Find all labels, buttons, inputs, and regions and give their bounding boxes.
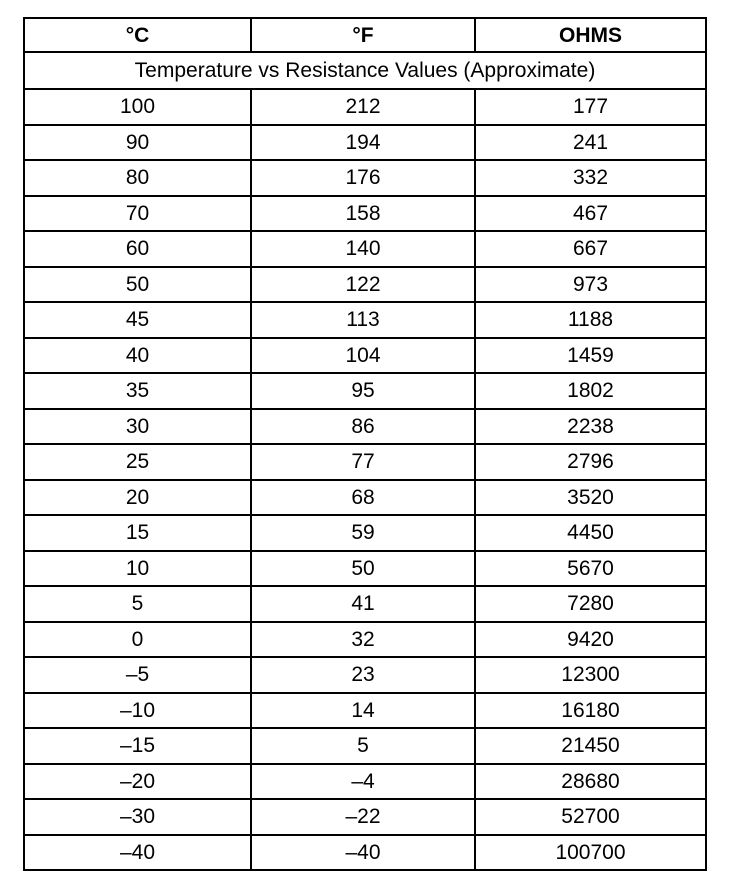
temperature-resistance-table [23,17,707,871]
ohms-cell: 1459 [475,338,706,374]
celsius-cell: 25 [24,444,251,480]
table-row [24,373,706,409]
table-row [24,409,706,445]
table-row [24,551,706,587]
fahrenheit-cell: 5 [251,728,475,764]
celsius-cell: 20 [24,480,251,516]
ohms-cell: 332 [475,160,706,196]
fahrenheit-cell: 23 [251,657,475,693]
ohms-cell: 2796 [475,444,706,480]
celsius-cell: –20 [24,764,251,800]
table-row [24,622,706,658]
fahrenheit-cell: 41 [251,586,475,622]
fahrenheit-cell: –4 [251,764,475,800]
header-ohms: OHMS [475,18,706,52]
table-row [24,657,706,693]
ohms-cell: 4450 [475,515,706,551]
fahrenheit-cell: 68 [251,480,475,516]
fahrenheit-cell: 176 [251,160,475,196]
table-row [24,338,706,374]
ohms-cell: 241 [475,125,706,161]
fahrenheit-cell: 86 [251,409,475,445]
table-row [24,480,706,516]
header-fahrenheit: °F [251,18,475,52]
celsius-cell: 60 [24,231,251,267]
celsius-cell: 70 [24,196,251,232]
ohms-cell: 12300 [475,657,706,693]
fahrenheit-cell: 113 [251,302,475,338]
celsius-cell: 30 [24,409,251,445]
celsius-cell: 40 [24,338,251,374]
ohms-cell: 177 [475,89,706,125]
caption-row [24,52,706,89]
ohms-cell: 21450 [475,728,706,764]
ohms-cell: 1802 [475,373,706,409]
fahrenheit-cell: 122 [251,267,475,303]
fahrenheit-cell: 104 [251,338,475,374]
ohms-cell: 16180 [475,693,706,729]
ohms-cell: 467 [475,196,706,232]
ohms-cell: 52700 [475,799,706,835]
fahrenheit-cell: 32 [251,622,475,658]
celsius-cell: –40 [24,835,251,871]
ohms-cell: 3520 [475,480,706,516]
fahrenheit-cell: 77 [251,444,475,480]
table-row [24,728,706,764]
celsius-cell: 35 [24,373,251,409]
table-row [24,835,706,871]
fahrenheit-cell: 158 [251,196,475,232]
table-row [24,267,706,303]
fahrenheit-cell: 59 [251,515,475,551]
temperature-resistance-table-container [23,17,705,871]
celsius-cell: 100 [24,89,251,125]
celsius-cell: –30 [24,799,251,835]
table-row [24,799,706,835]
ohms-cell: 1188 [475,302,706,338]
fahrenheit-cell: –22 [251,799,475,835]
table-row [24,196,706,232]
ohms-cell: 100700 [475,835,706,871]
header-row [24,18,706,52]
ohms-cell: 9420 [475,622,706,658]
table-row [24,586,706,622]
fahrenheit-cell: 95 [251,373,475,409]
ohms-cell: 973 [475,267,706,303]
celsius-cell: 0 [24,622,251,658]
fahrenheit-cell: 212 [251,89,475,125]
celsius-cell: 5 [24,586,251,622]
table-row [24,231,706,267]
celsius-cell: –10 [24,693,251,729]
celsius-cell: 10 [24,551,251,587]
fahrenheit-cell: 194 [251,125,475,161]
table-row [24,764,706,800]
ohms-cell: 7280 [475,586,706,622]
table-row [24,444,706,480]
table-row [24,89,706,125]
table-row [24,515,706,551]
ohms-cell: 28680 [475,764,706,800]
ohms-cell: 5670 [475,551,706,587]
fahrenheit-cell: 50 [251,551,475,587]
table-row [24,125,706,161]
celsius-cell: 15 [24,515,251,551]
ohms-cell: 2238 [475,409,706,445]
table-caption: Temperature vs Resistance Values (Approximate) [24,52,706,89]
fahrenheit-cell: 14 [251,693,475,729]
ohms-cell: 667 [475,231,706,267]
fahrenheit-cell: 140 [251,231,475,267]
table-row [24,160,706,196]
table-row [24,302,706,338]
table-row [24,693,706,729]
fahrenheit-cell: –40 [251,835,475,871]
celsius-cell: 45 [24,302,251,338]
celsius-cell: –15 [24,728,251,764]
celsius-cell: –5 [24,657,251,693]
header-celsius: °C [24,18,251,52]
celsius-cell: 50 [24,267,251,303]
celsius-cell: 90 [24,125,251,161]
celsius-cell: 80 [24,160,251,196]
